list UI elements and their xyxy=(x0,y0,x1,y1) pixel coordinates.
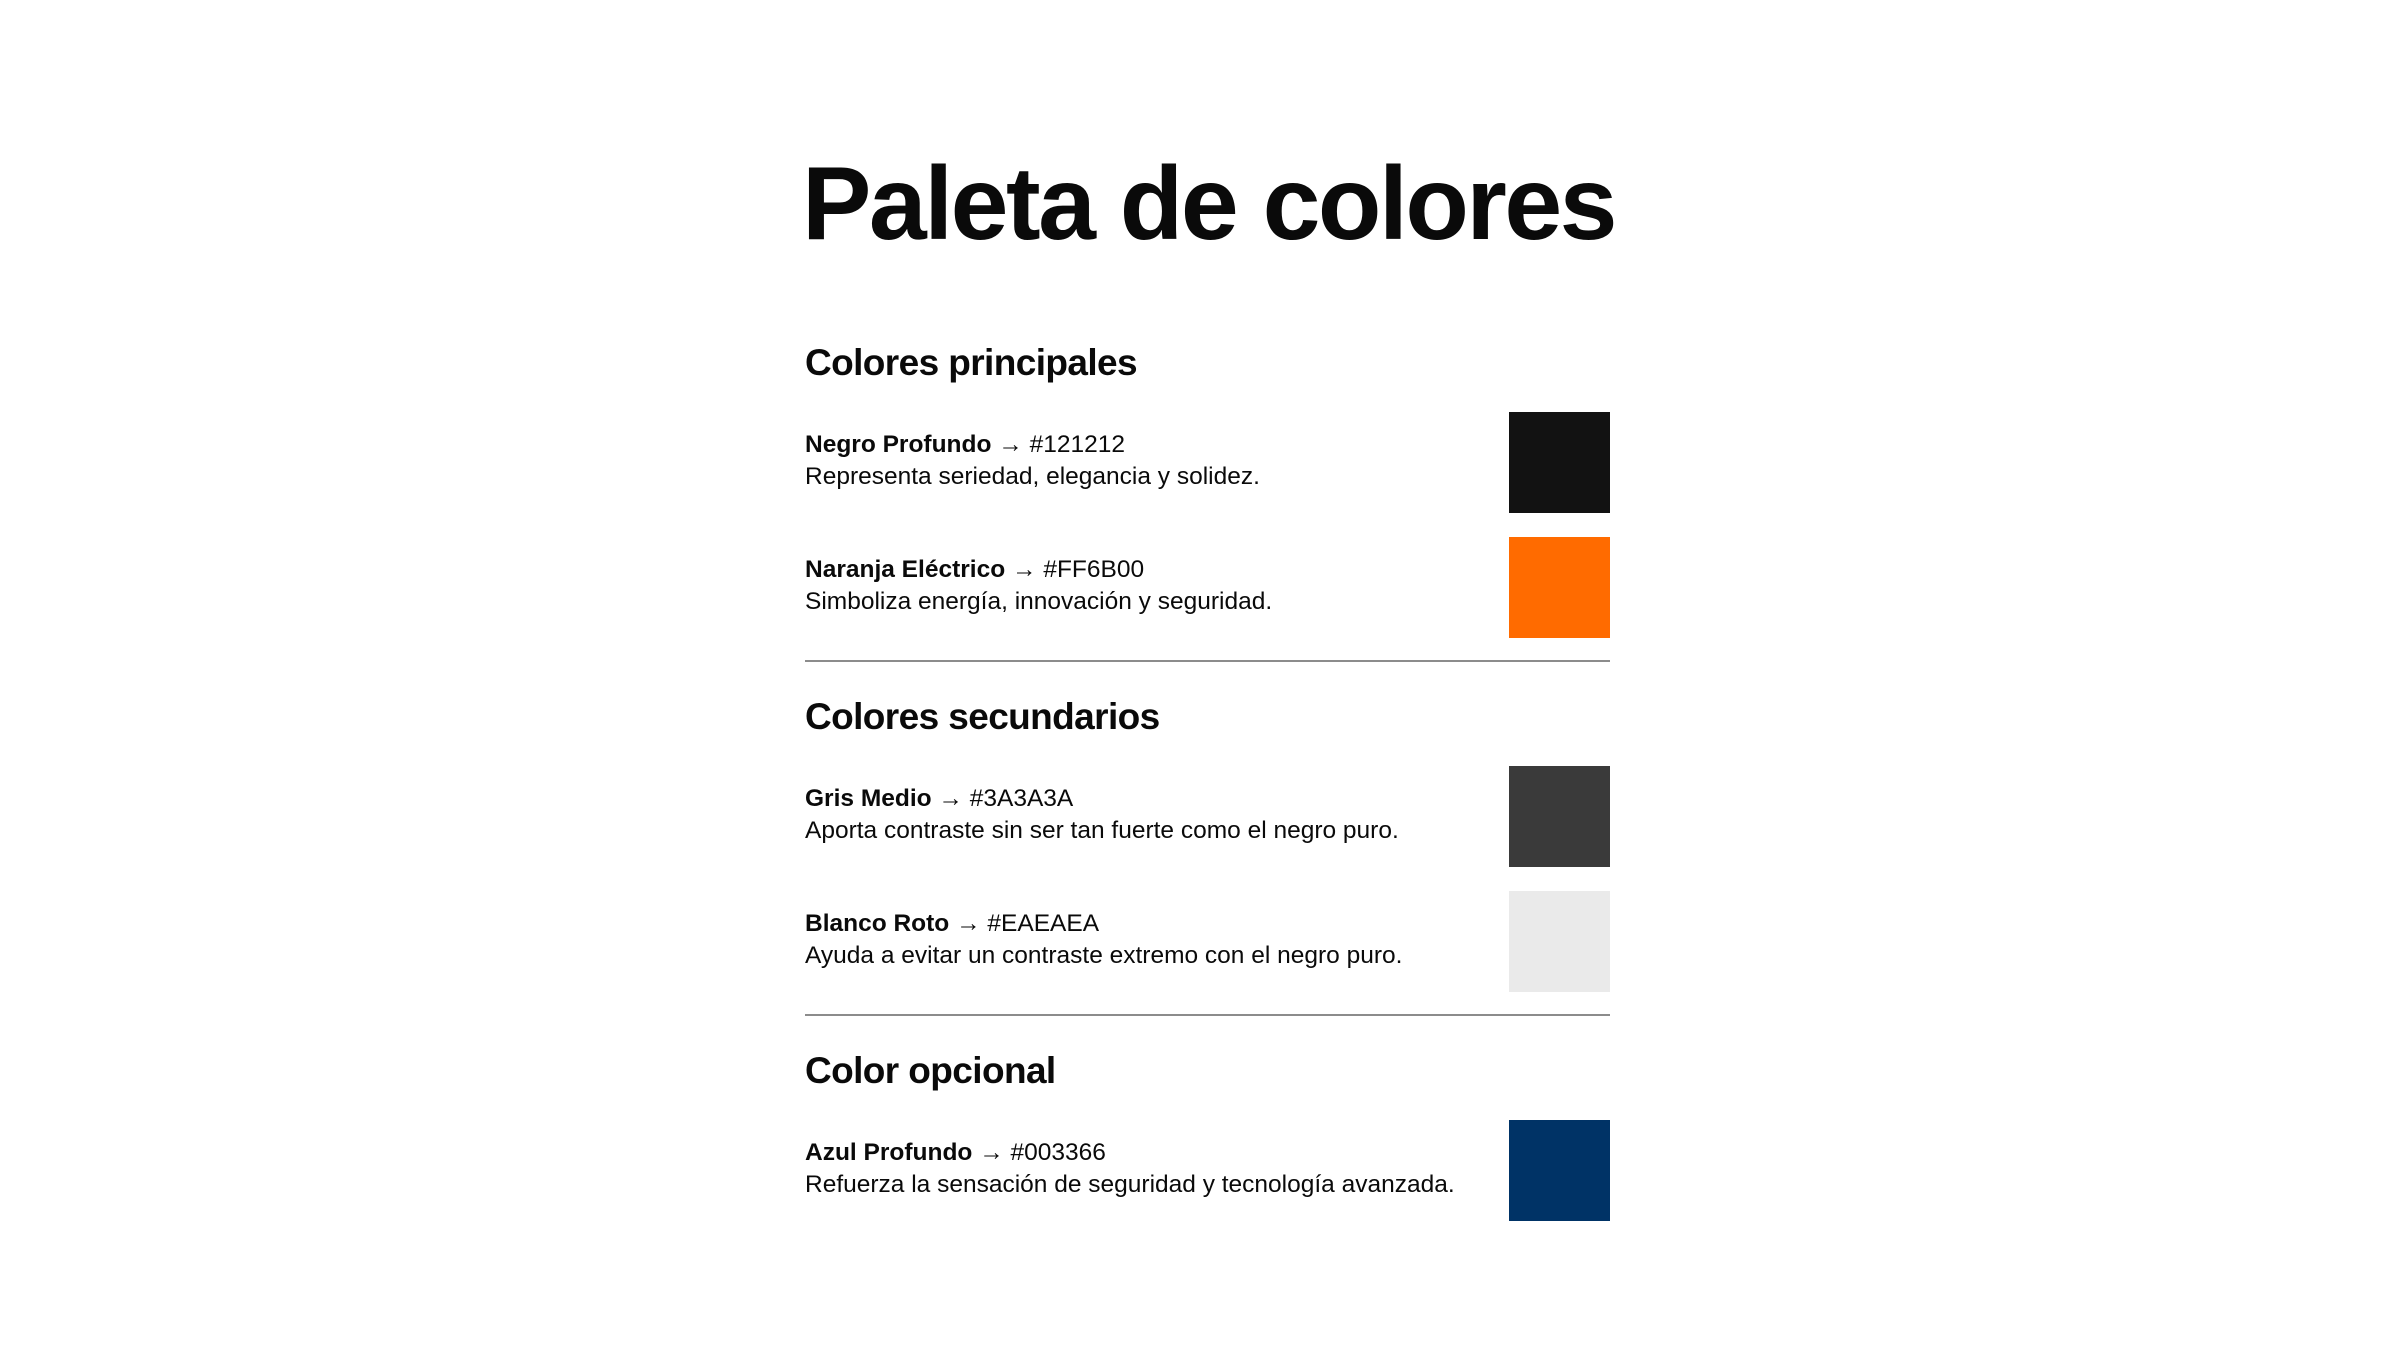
color-heading xyxy=(805,908,1495,940)
color-hex: #3A3A3A xyxy=(969,785,1074,812)
color-name: Blanco Roto xyxy=(805,910,950,937)
color-text xyxy=(805,783,1495,847)
section-secondary-colors xyxy=(805,695,1610,991)
color-description: Refuerza la sensación de seguridad y tecnología avanzada. xyxy=(805,1171,1455,1198)
color-name: Negro Profundo xyxy=(805,431,992,458)
arrow-right-icon: → xyxy=(956,910,981,937)
section-optional-color xyxy=(805,1049,1610,1220)
color-text xyxy=(805,908,1495,972)
color-description: Aporta contraste sin ser tan fuerte como el negro puro. xyxy=(805,817,1399,844)
color-heading xyxy=(805,429,1495,461)
color-description: Representa seriedad, elegancia y solidez. xyxy=(805,463,1260,490)
arrow-right-icon: → xyxy=(1012,556,1037,583)
color-swatch xyxy=(1509,766,1610,867)
color-swatch xyxy=(1509,412,1610,513)
color-description: Ayuda a evitar un contraste extremo con el negro puro. xyxy=(805,942,1403,969)
arrow-right-icon: → xyxy=(998,431,1023,458)
color-heading xyxy=(805,554,1495,586)
color-name: Gris Medio xyxy=(805,785,932,812)
color-name: Azul Profundo xyxy=(805,1139,973,1166)
color-text xyxy=(805,1137,1495,1201)
color-swatch xyxy=(1509,1120,1610,1221)
section-primary-colors xyxy=(805,341,1610,637)
color-item-gris-medio xyxy=(805,766,1610,866)
section-title: Colores principales xyxy=(805,342,1137,383)
color-swatch xyxy=(1509,537,1610,638)
color-hex: #003366 xyxy=(1010,1139,1106,1166)
color-heading xyxy=(805,1137,1495,1169)
color-item-azul-profundo xyxy=(805,1120,1610,1220)
arrow-right-icon: → xyxy=(938,785,963,812)
section-divider xyxy=(805,660,1610,662)
section-divider xyxy=(805,1014,1610,1016)
color-hex: #EAEAEA xyxy=(987,910,1100,937)
color-item-naranja-electrico xyxy=(805,537,1610,637)
section-title: Colores secundarios xyxy=(805,696,1160,737)
page-title: Paleta de colores xyxy=(802,146,1616,262)
color-text xyxy=(805,554,1495,618)
color-description: Simboliza energía, innovación y seguridad. xyxy=(805,588,1273,615)
arrow-right-icon: → xyxy=(979,1139,1004,1166)
color-hex: #121212 xyxy=(1029,431,1125,458)
color-name: Naranja Eléctrico xyxy=(805,556,1006,583)
color-heading xyxy=(805,783,1495,815)
section-title: Color opcional xyxy=(805,1050,1056,1091)
color-hex: #FF6B00 xyxy=(1043,556,1145,583)
color-text xyxy=(805,429,1495,493)
color-item-blanco-roto xyxy=(805,891,1610,991)
color-swatch xyxy=(1509,891,1610,992)
color-item-negro-profundo xyxy=(805,412,1610,512)
